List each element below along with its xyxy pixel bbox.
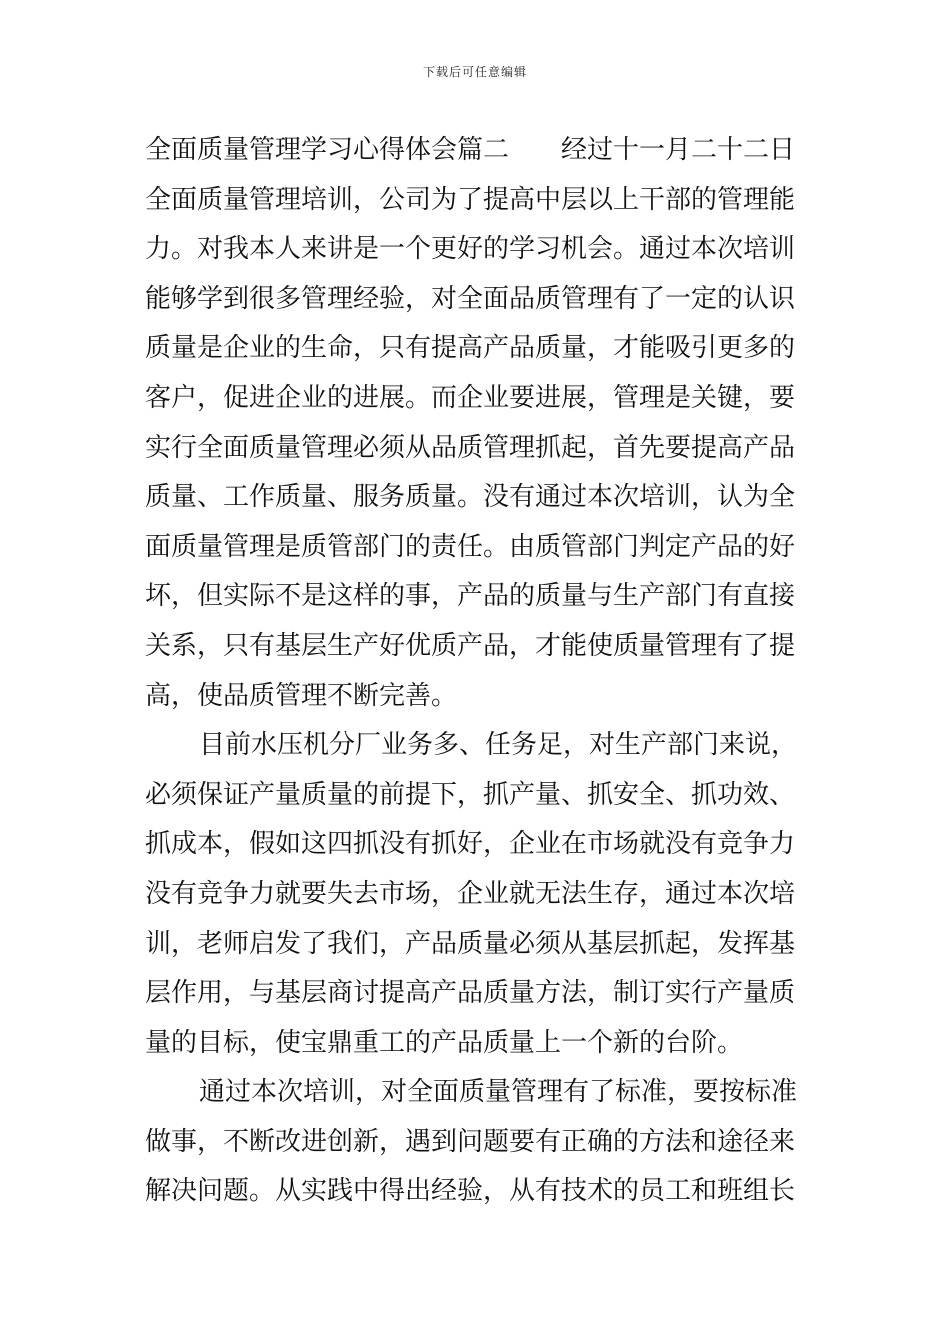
paragraph-line: 没有竞争力就要失去市场，企业就无法生存，通过本次培 [145,878,796,909]
document-title: 全面质量管理学习心得体会篇二 [145,135,510,165]
paragraph-line: 能够学到很多管理经验，对全面品质管理有了一定的认识 [145,283,796,314]
paragraph-line: 质量是企业的生命，只有提高产品质量，才能吸引更多的 [145,333,796,364]
paragraph-line: 抓成本，假如这四抓没有抓好，企业在市场就没有竞争力 [145,829,796,860]
paragraph-line: 解决问题。从实践中得出经验，从有技术的员工和班组长 [145,1176,796,1207]
paragraph-line: 层作用，与基层商讨提高产品质量方法，制订实行产量质 [145,978,796,1009]
paragraph-line: 关系，只有基层生产好优质产品，才能使质量管理有了提 [145,630,796,661]
paragraph-line: 全面质量管理培训，公司为了提高中层以上干部的管理能 [145,184,796,215]
paragraph-line: 力。对我本人来讲是一个更好的学习机会。通过本次培训 [145,234,796,265]
paragraph-line: 量的目标，使宝鼎重工的产品质量上一个新的台阶。 [145,1027,744,1058]
document-body [145,131,809,1222]
paragraph-line: 做事，不断改进创新，遇到问题要有正确的方法和途径来 [145,1126,796,1157]
paragraph-line: 实行全面质量管理必须从品质管理抓起，首先要提高产品 [145,432,796,463]
paragraph-line: 必须保证产量质量的前提下，抓产量、抓安全、抓功效、 [145,779,796,810]
title-line [145,131,809,181]
paragraph-line: 客户，促进企业的进展。而企业要进展，管理是关键，要 [145,382,796,413]
paragraph-line: 经过十一月二十二日 [561,135,796,165]
paragraph-line: 目前水压机分厂业务多、任务足，对生产部门来说， [199,730,798,761]
paragraph-line: 面质量管理是质管部门的责任。由质管部门判定产品的好 [145,531,796,562]
paragraph-line: 通过本次培训，对全面质量管理有了标准，要按标准 [199,1077,798,1108]
paragraph-line: 坏，但实际不是这样的事，产品的质量与生产部门有直接 [145,581,796,612]
paragraph-line: 质量、工作质量、服务质量。没有通过本次培训，认为全 [145,482,796,513]
paragraph-line: 高，使品质管理不断完善。 [145,680,458,711]
paragraph-line: 训，老师启发了我们，产品质量必须从基层抓起，发挥基 [145,928,796,959]
page-header: 下载后可任意编辑 [422,65,527,79]
